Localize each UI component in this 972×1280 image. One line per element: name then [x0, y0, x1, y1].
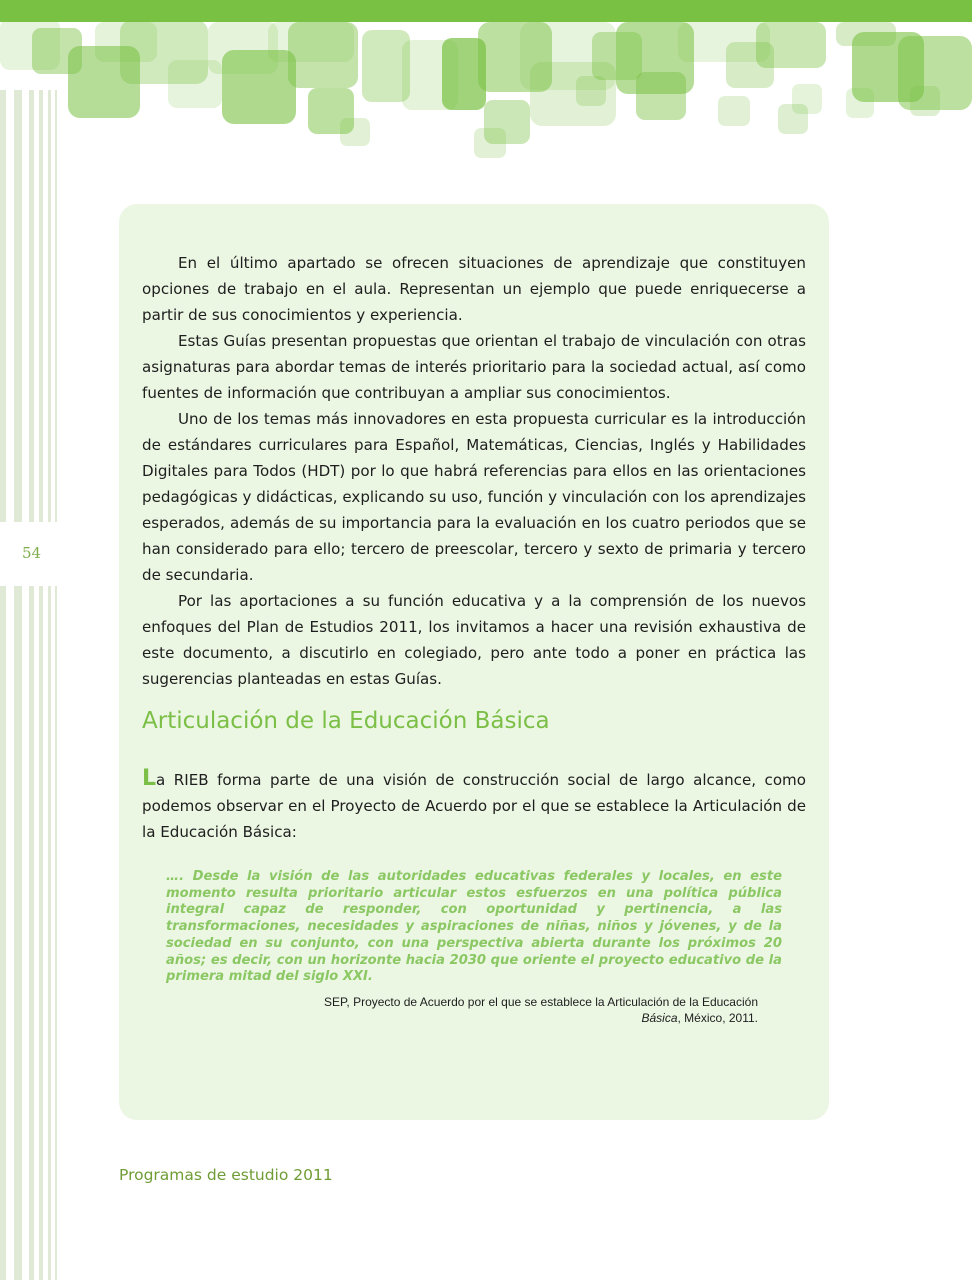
dropcap-letter: L — [142, 766, 157, 791]
section-intro-text: a RIEB forma parte de una visión de construcción social de largo alcance, como podemos observar en el Proyecto de Acuerdo por el que se establece la Articulación de la Educación Básica: — [142, 771, 806, 841]
page-number: 54 — [22, 544, 42, 562]
rounded-squares-pattern — [0, 0, 972, 170]
header-decoration — [0, 0, 972, 170]
left-margin-stripes — [0, 90, 60, 1280]
section-title: Articulación de la Educación Básica — [142, 708, 550, 734]
paragraph-4: Por las aportaciones a su función educativa y a la comprensión de los nuevos enfoques del Plan de Estudios 2011, los invitamos a hacer una revisión exhaustiva de este documento, a discutirlo en colegiado, pero ante todo a poner en práctica las sugerencias planteadas en estas Guías. — [142, 592, 806, 688]
paragraph-1: En el último apartado se ofrecen situaciones de aprendizaje que constituyen opciones de trabajo en el aula. Representan un ejemplo que puede enriquecerse a partir de sus conocimientos y experiencia. — [142, 254, 806, 324]
body-text — [142, 250, 806, 692]
quote-block: …. Desde la visión de las autoridades educativas federales y locales, en este momento resulta prioritario articular estos esfuerzos en una política pública integral capaz de responder, con oportunidad y pertinencia, a las transformaciones, necesidades y aspiraciones de niñas, niños y jóvenes, y de la sociedad en su conjunto, con una perspectiva abierta durante los próximos 20 años; es decir, con un horizonte hacia 2030 que oriente el proyecto educativo de la primera mitad del siglo XXI. — [166, 869, 782, 985]
citation-italic: Básica — [641, 1011, 678, 1025]
quote-citation — [250, 994, 758, 1026]
section-intro — [142, 767, 806, 845]
citation-main: SEP, Proyecto de Acuerdo por el que se establece la Articulación de la Educación — [323, 995, 758, 1009]
paragraph-2: Estas Guías presentan propuestas que orientan el trabajo de vinculación con otras asignaturas para abordar temas de interés prioritario para la sociedad actual, así como fuentes de información que contribuyan a ampliar sus conocimientos. — [142, 332, 806, 402]
footer-title: Programas de estudio 2011 — [119, 1166, 333, 1184]
citation-tail: , México, 2011. — [677, 1011, 758, 1025]
paragraph-3: Uno de los temas más innovadores en esta propuesta curricular es la introducción de estándares curriculares para Español, Matemáticas, Ciencias, Inglés y Habilidades Digitales para Todos (HDT) por lo que habrá referencias para ellos en las orientaciones pedagógicas y didácticas, explicando su uso, función y vinculación con los aprendizajes esperados, además de su importancia para la evaluación en los cuatro periodos que se han considerado para ello; tercero de preescolar, tercero y sexto de primaria y tercero de secundaria. — [142, 410, 806, 584]
